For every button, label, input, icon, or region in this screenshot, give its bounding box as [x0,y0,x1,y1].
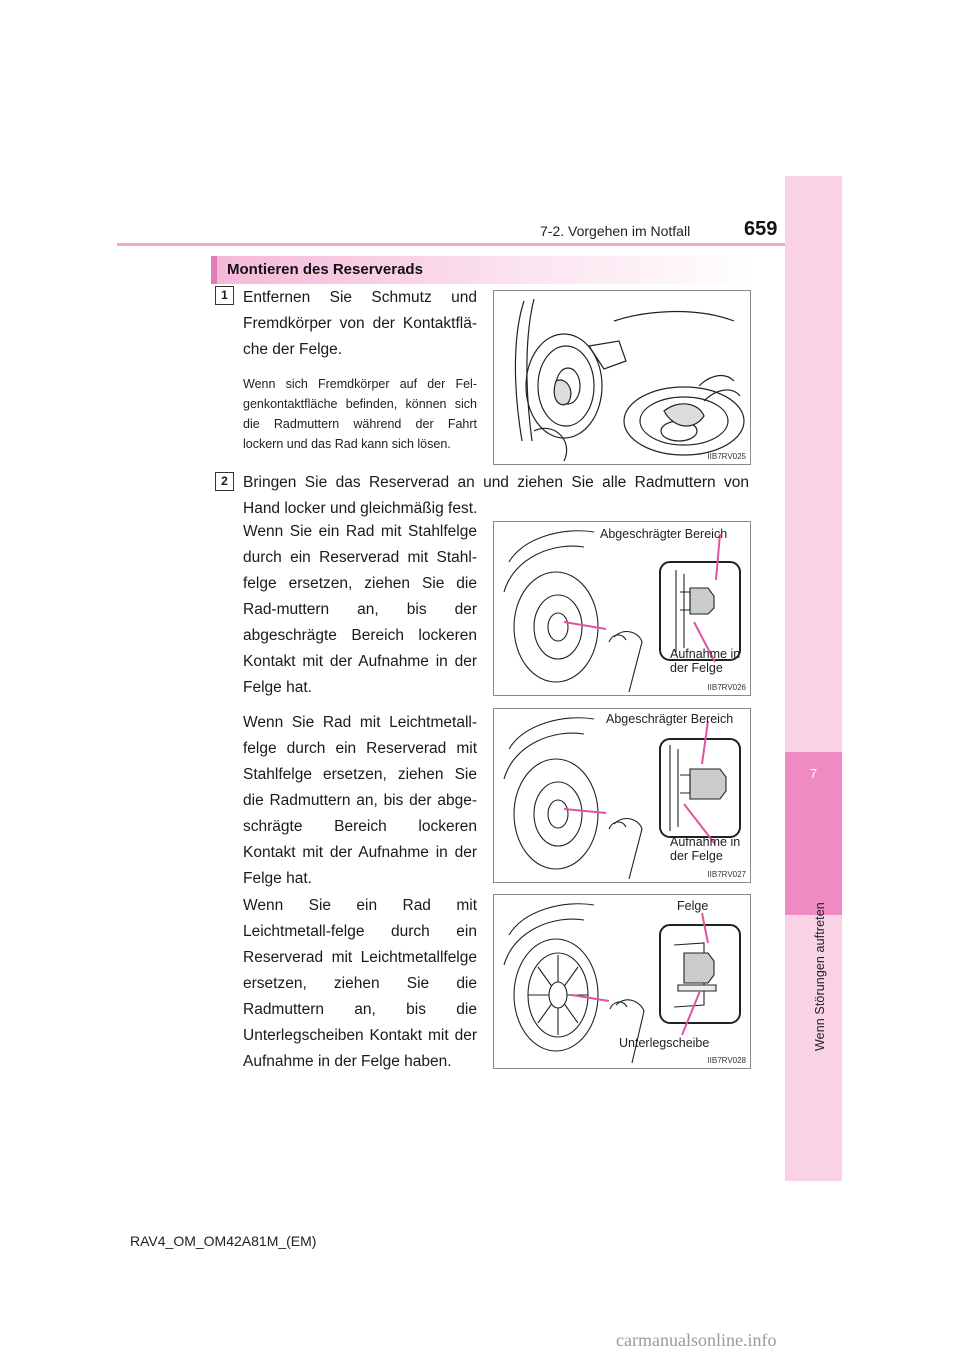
label-washer: Unterlegscheibe [619,1036,710,1050]
figure-code-028: IIB7RV028 [707,1056,746,1065]
step-2-text: Bringen Sie das Reserverad an und ziehen Sie alle Radmuttern von Hand locker und gleichmäßig fest. [243,474,749,517]
section-heading-text: Montieren des Reserverads [227,261,423,278]
figure-steel-to-steel [493,521,751,696]
step-number-1: 1 [215,286,234,305]
case-alloy-to-alloy-text: Wenn Sie ein Rad mit Leichtmetall-felge durch ein Reserverad mit Leichtmetallfelge ersetzen, ziehen Sie die Radmuttern an, bis die Unterlegscheiben Kontakt mit der Aufnahme in der Felge haben. [243,897,477,1070]
step-1-text: Entfernen Sie Schmutz und Fremdkörper von der Kontaktflä-che der Felge. [243,289,477,358]
page-number: 659 [744,218,778,240]
label-rim-seat-1b: der Felge [670,661,723,675]
case-alloy-to-steel-text: Wenn Sie Rad mit Leichtmetall-felge durch ein Reserverad mit Stahlfelge ersetzen, ziehen Sie die Radmuttern an, bis der abge-schrägte Bereich lockeren Kontakt mit der Aufnahme in der Felge hat. [243,714,477,887]
figure-clean-rim [493,290,751,465]
step-1-note: Wenn sich Fremdkörper auf der Fel-genkontaktfläche befinden, können sich die Radmuttern während der Fahrt lockern und das Rad kann sich lösen. [243,377,477,451]
header-rule [117,243,785,246]
figure-code-025: IIB7RV025 [707,452,746,461]
chapter-title: 7-2. Vorgehen im Notfall [540,223,691,239]
label-rim: Felge [677,899,709,913]
side-chapter-number: 7 [809,766,818,781]
watermark: carmanualsonline.info [616,1330,777,1350]
side-chapter-label: Wenn Störungen auftreten [813,902,827,1051]
label-chamfered-area-1: Abgeschrägter Bereich [600,527,728,541]
figure-code-027: IIB7RV027 [707,870,746,879]
step-number-2: 2 [215,472,234,491]
clean-rim-illustration [494,291,750,464]
label-rim-seat-1a: Aufnahme in [670,647,741,661]
figure-code-026: IIB7RV026 [707,683,746,692]
label-rim-seat-2b: der Felge [670,849,723,863]
label-rim-seat-2a: Aufnahme in [670,835,741,849]
label-chamfered-area-2: Abgeschrägter Bereich [606,712,734,726]
figure-alloy-to-steel [493,708,751,883]
document-code: RAV4_OM_OM42A81M_(EM) [130,1233,317,1249]
section-heading [211,256,755,284]
figure-alloy-to-alloy [493,894,751,1069]
case-steel-to-steel-text: Wenn Sie ein Rad mit Stahlfelge durch ein Reserverad mit Stahl-felge ersetzen, ziehen Sie die Rad-muttern an, bis der abgeschrägte Bereich lockeren Kontakt mit der Aufnahme in der Felge hat. [243,523,477,696]
